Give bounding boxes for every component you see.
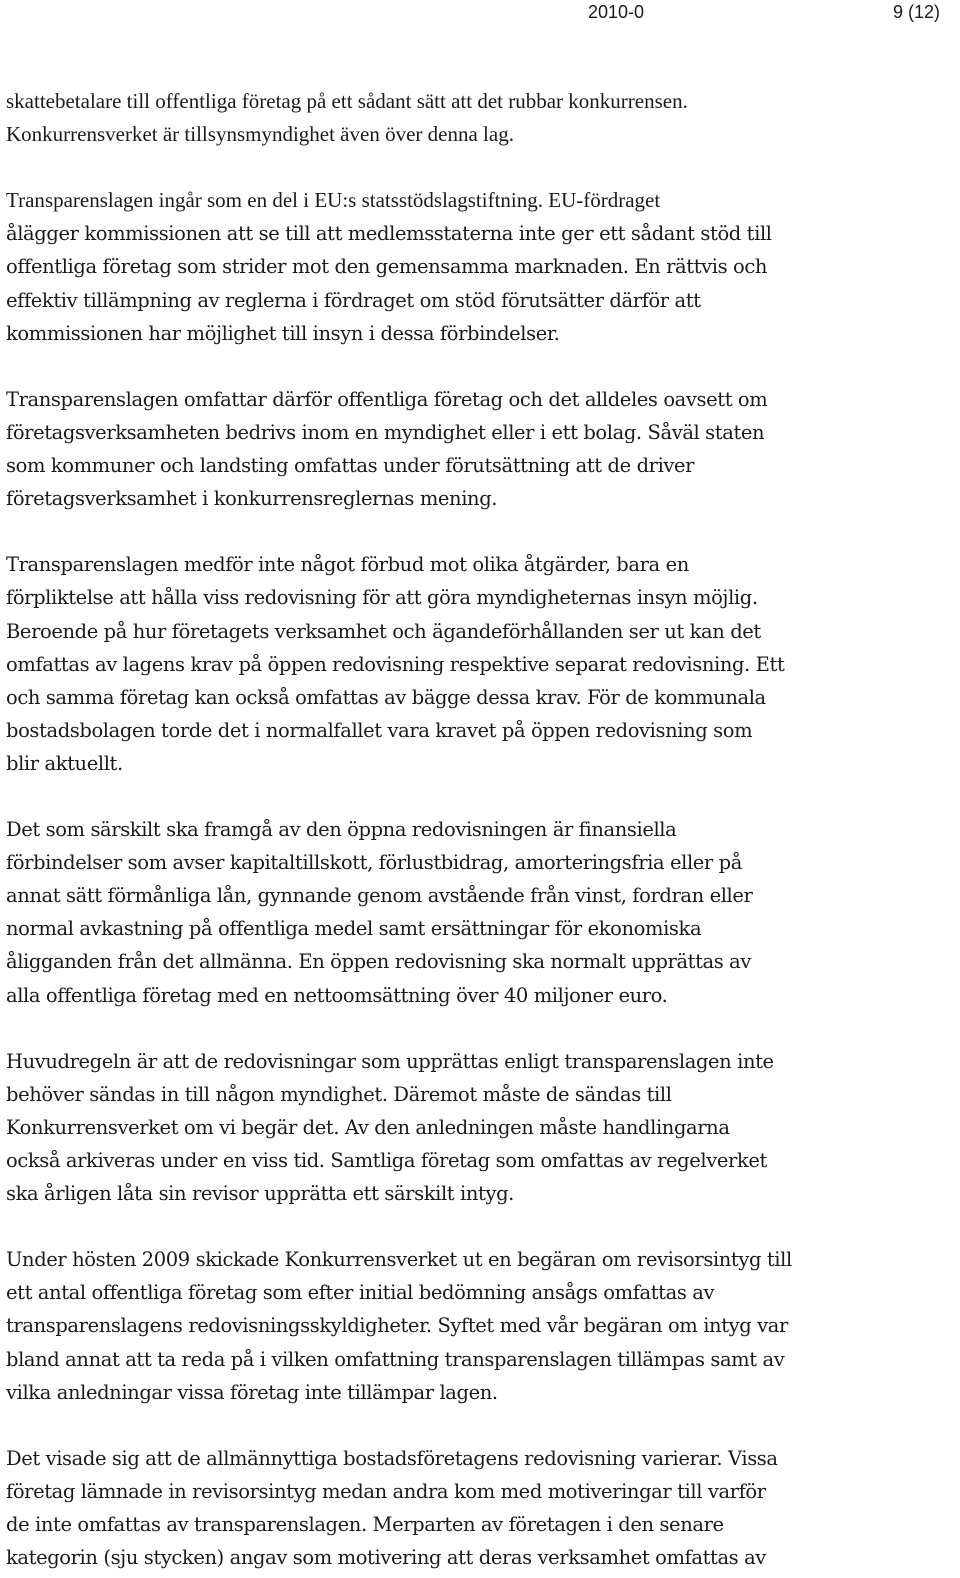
text-line: Konkurrensverket om vi begär det. Av den anledningen måste handlingarna: [6, 1115, 730, 1139]
text-line: företagsverksamhet i konkurrensreglernas mening.: [6, 487, 498, 511]
text-line: Huvudregeln är att de redovisningar som upprättas enligt transparenslagen inte: [6, 1049, 774, 1073]
text-line: normal avkastning på offentliga medel samt ersättningar för ekonomiska: [6, 917, 702, 941]
text-line: transparenslagens redovisningsskyldigheter. Syftet med vår begäran om intyg var: [6, 1314, 788, 1338]
text-line: skattebetalare till offentliga företag på ett sådant sätt att det rubbar konkurrensen.: [6, 89, 688, 113]
text-line: Det visade sig att de allmännyttiga bostadsföretagens redovisning varierar. Vissa: [6, 1446, 778, 1470]
text-line: ett antal offentliga företag som efter initial bedömning ansågs omfattas av: [6, 1281, 715, 1305]
text-line: de inte omfattas av transparenslagen. Merparten av företagen i den senare: [6, 1513, 724, 1537]
text-line: offentliga företag som strider mot den gemensamma marknaden. En rättvis och: [6, 255, 768, 279]
page-header: [0, 0, 960, 30]
text-line: bland annat att ta reda på i vilken omfattning transparenslagen tillämpas samt av: [6, 1347, 785, 1371]
text-line: alla offentliga företag med en nettoomsättning över 40 miljoner euro.: [6, 983, 668, 1007]
page-number: 9 (12): [893, 2, 941, 22]
text-line: Transparenslagen omfattar därför offentliga företag och det alldeles oavsett om: [6, 387, 768, 411]
text-line: kategorin (sju stycken) angav som motivering att deras verksamhet omfattas av: [6, 1546, 766, 1570]
text-line: Transparenslagen medför inte något förbud mot olika åtgärder, bara en: [6, 553, 689, 577]
header-date: 2010-0: [588, 2, 645, 22]
text-line: företagsverksamheten bedrivs inom en myndighet eller i ett bolag. Såväl staten: [6, 420, 765, 444]
text-line: Beroende på hur företagets verksamhet och ägandeförhållanden ser ut kan det: [6, 619, 761, 643]
text-line: ska årligen låta sin revisor upprätta ett särskilt intyg.: [6, 1182, 514, 1206]
text-line: åligganden från det allmänna. En öppen redovisning ska normalt upprättas av: [6, 950, 752, 974]
text-line: förbindelser som avser kapitaltillskott, förlustbidrag, amorteringsfria eller på: [6, 851, 742, 875]
text-line: ålägger kommissionen att se till att medlemsstaterna inte ger ett sådant stöd till: [6, 222, 772, 246]
text-line: och samma företag kan också omfattas av bägge dessa krav. För de kommunala: [6, 685, 766, 709]
text-line: annat sätt förmånliga lån, gynnande genom avstående från vinst, fordran eller: [6, 884, 753, 908]
text-line: företag lämnade in revisorsintyg medan andra kom med motiveringar till varför: [6, 1479, 766, 1503]
text-line: effektiv tillämpning av reglerna i fördraget om stöd förutsätter därför att: [6, 288, 701, 312]
text-line: som kommuner och landsting omfattas under förutsättning att de driver: [6, 454, 695, 478]
text-line: förpliktelse att hålla viss redovisning för att göra myndigheternas insyn möjlig.: [6, 586, 758, 610]
text-line: vilka anledningar vissa företag inte tillämpar lagen.: [6, 1380, 498, 1404]
text-line: behöver sändas in till någon myndighet. Däremot måste de sändas till: [6, 1082, 672, 1106]
document-body: [6, 85, 946, 1574]
text-line: Transparenslagen ingår som en del i EU:s statsstödslagstiftning. EU-fördraget: [6, 188, 661, 213]
text-line: Under hösten 2009 skickade Konkurrensverket ut en begäran om revisorsintyg till: [6, 1248, 792, 1272]
text-line: Konkurrensverket är tillsynsmyndighet även över denna lag.: [6, 122, 514, 147]
text-line: bostadsbolagen torde det i normalfallet vara kravet på öppen redovisning som: [6, 718, 753, 742]
text-line: Det som särskilt ska framgå av den öppna redovisningen är finansiella: [6, 818, 677, 842]
text-line: också arkiveras under en viss tid. Samtliga företag som omfattas av regelverket: [6, 1149, 767, 1172]
text-line: blir aktuellt.: [6, 751, 123, 775]
text-line: kommissionen har möjlighet till insyn i dessa förbindelser.: [6, 321, 560, 345]
text-line: omfattas av lagens krav på öppen redovisning respektive separat redovisning. Ett: [6, 652, 785, 676]
